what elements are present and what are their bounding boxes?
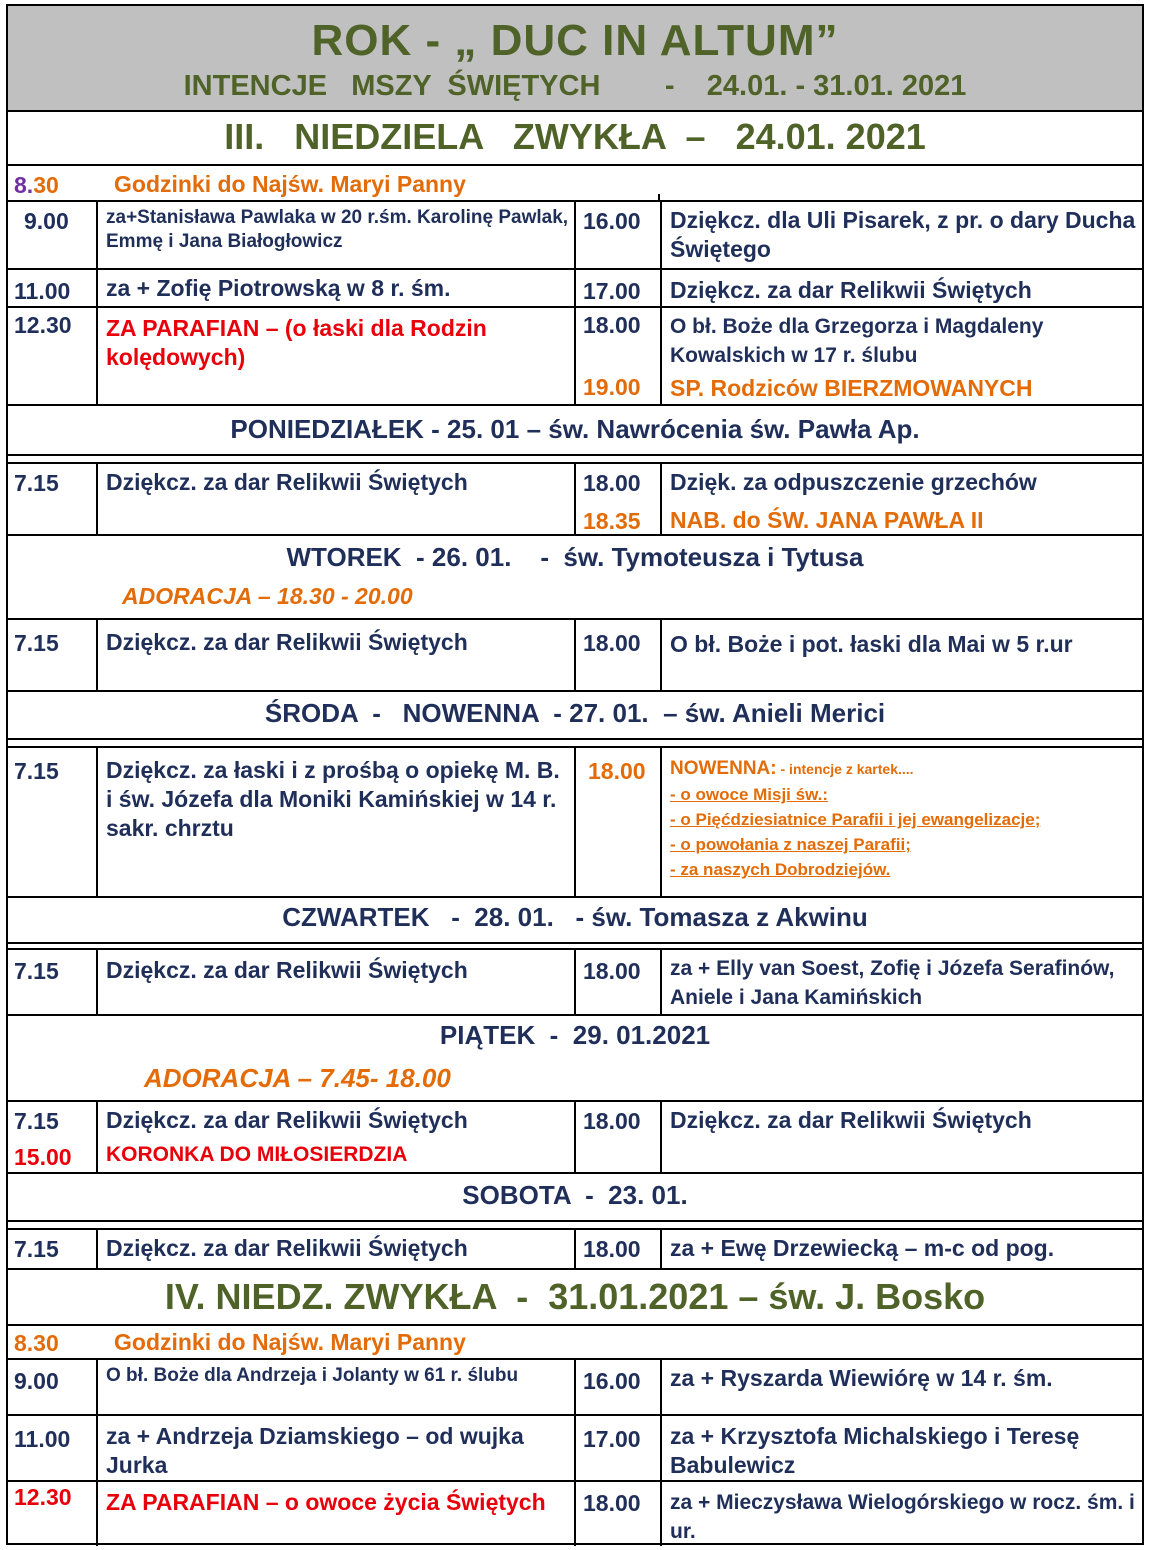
divider <box>8 110 1142 112</box>
page-title: ROK - „ DUC IN ALTUM” <box>311 16 839 65</box>
nowenna-item: - za naszych Dobrodziejów. <box>670 860 891 879</box>
mass-intention: za + Mieczysława Wielogórskiego w rocz. śm. i ur. <box>670 1491 1135 1543</box>
mass-time: 7.15 <box>14 1236 59 1262</box>
mass-time: 12.30 <box>14 1484 72 1510</box>
mass-intention: Dziękcz. za dar Relikwii Świętych <box>106 629 468 655</box>
mass-time: 17.00 <box>583 278 641 304</box>
mass-intention: Dziękcz. za dar Relikwii Świętych <box>106 1107 468 1133</box>
nowenna-item: - o owoce Misji św.: <box>670 785 829 804</box>
divider <box>8 738 1142 740</box>
divider <box>8 1014 1142 1016</box>
divider <box>8 1268 1142 1270</box>
mass-intention: Dzięk. za odpuszczenie grzechów <box>670 469 1037 495</box>
mass-time: 18.00 <box>588 758 646 784</box>
divider <box>8 1324 1142 1326</box>
divider <box>8 404 1142 406</box>
mass-time: 16.00 <box>583 1368 641 1394</box>
monday-title: PONIEDZIAŁEK - 25. 01 – św. Nawrócenia św. Pawła Ap. <box>230 414 920 444</box>
divider <box>8 1220 1142 1222</box>
mass-time: 18.35 <box>583 508 641 534</box>
mass-intention: Dziękcz. za dar Relikwii Świętych <box>670 277 1032 303</box>
mass-time: 12.30 <box>14 312 72 338</box>
mass-intention: O bł. Boże dla Grzegorza i Magdaleny Kowalskich w 17 r. ślubu <box>670 315 1044 367</box>
mass-intention: SP. Rodziców BIERZMOWANYCH <box>670 375 1033 401</box>
divider <box>8 942 1142 944</box>
nowenna-head: NOWENNA: <box>670 758 777 779</box>
mass-intention: za + Zofię Piotrowską w 8 r. śm. <box>106 275 451 301</box>
mass-intention: za + Andrzeja Dziamskiego – od wujka Jurka <box>106 1423 524 1478</box>
divider <box>8 534 1142 536</box>
mass-time: 11.00 <box>14 278 71 304</box>
mass-intention: NAB. do ŚW. JANA PAWŁA II <box>670 507 984 533</box>
saturday-title: SOBOTA - 23. 01. <box>462 1180 688 1210</box>
mass-time: 9.00 <box>14 1368 59 1394</box>
mass-time: 18.00 <box>583 312 641 338</box>
mass-time: 16.00 <box>583 208 641 234</box>
tuesday-title: WTOREK - 26. 01. - św. Tymoteusza i Tytusa <box>286 542 864 572</box>
mass-intention: Dziękcz. za łaski i z prośbą o opiekę M. B. i św. Józefa dla Moniki Kamińskiej w 14 r. sakr. chrztu <box>106 757 560 841</box>
nowenna-note: - intencje z kartek.... <box>776 761 914 777</box>
mass-intention: Dziękcz. za dar Relikwii Świętych <box>106 1235 468 1261</box>
mass-time: 11.00 <box>14 1426 71 1452</box>
mass-intention: O bł. Boże i pot. łaski dla Mai w 5 r.ur <box>670 631 1073 657</box>
mass-intention: za+Stanisława Pawlaka w 20 r.śm. Karolinę Pawlak, Emmę i Jana Białogłowicz <box>106 207 569 252</box>
divider <box>8 896 1142 898</box>
sunday2-godzinki-time: 8.30 <box>14 1330 59 1356</box>
divider <box>8 1172 1142 1174</box>
mass-time: 18.00 <box>583 470 641 496</box>
mass-intention: za + Elly van Soest, Zofię i Józefa Serafinów, Aniele i Jana Kamińskich <box>670 957 1115 1009</box>
mass-time: 18.00 <box>583 1490 641 1516</box>
mass-intention: za + Ryszarda Wiewiórę w 14 r. śm. <box>670 1365 1053 1391</box>
sunday1-godzinki-time: 8.30 <box>14 172 59 198</box>
mass-time: 19.00 <box>583 374 641 400</box>
mass-intention: Dziękcz. za dar Relikwii Świętych <box>106 469 468 495</box>
mass-time: 18.00 <box>583 1236 641 1262</box>
mass-intention: O bł. Boże dla Andrzeja i Jolanty w 61 r. ślubu <box>106 1365 519 1386</box>
divider <box>8 164 1142 166</box>
sunday1-title: III. NIEDZIELA ZWYKŁA – 24.01. 2021 <box>224 116 926 157</box>
mass-time: 18.00 <box>583 1108 641 1134</box>
mass-intention: Dziękcz. za dar Relikwii Świętych <box>106 957 468 983</box>
nowenna-block <box>670 756 1142 882</box>
divider <box>8 454 1142 456</box>
mass-time: 17.00 <box>583 1426 641 1452</box>
friday-title: PIĄTEK - 29. 01.2021 <box>439 1020 711 1050</box>
tuesday-adoracja: ADORACJA – 18.30 - 20.00 <box>122 583 413 609</box>
sunday2-title: IV. NIEDZ. ZWYKŁA - 31.01.2021 – św. J. Bosko <box>164 1276 986 1317</box>
nowenna-item: - o Pięćdziesiatnice Parafii i jej ewangelizacje; <box>670 810 1041 829</box>
mass-intention: KORONKA DO MIŁOSIERDZIA <box>106 1143 408 1166</box>
wednesday-title: ŚRODA - NOWENNA - 27. 01. – św. Anieli Merici <box>264 698 886 728</box>
thursday-title: CZWARTEK - 28. 01. - św. Tomasza z Akwinu <box>282 902 868 932</box>
mass-time: 7.15 <box>14 958 59 984</box>
mass-time: 18.00 <box>583 958 641 984</box>
intentions-sheet <box>6 4 1144 1545</box>
mass-time: 7.15 <box>14 1108 59 1134</box>
mass-intention: ZA PARAFIAN – (o łaski dla Rodzin kolędowych) <box>106 315 487 370</box>
mass-time: 7.15 <box>14 758 59 784</box>
mass-intention: za + Krzysztofa Michalskiego i Teresę Babulewicz <box>670 1423 1080 1478</box>
sunday2-godzinki: Godzinki do Najśw. Maryi Panny <box>114 1329 466 1355</box>
divider <box>8 690 1142 692</box>
mass-time: 7.15 <box>14 630 59 656</box>
mass-time: 7.15 <box>14 470 59 496</box>
mass-intention: Dziękcz. za dar Relikwii Świętych <box>670 1107 1032 1133</box>
mass-intention: ZA PARAFIAN – o owoce życia Świętych <box>106 1489 546 1515</box>
mass-intention: za + Ewę Drzewiecką – m-c od pog. <box>670 1235 1055 1261</box>
sunday1-godzinki: Godzinki do Najśw. Maryi Panny <box>114 171 466 197</box>
friday-adoracja: ADORACJA – 7.45- 18.00 <box>144 1063 451 1093</box>
mass-time: 9.00 <box>24 208 69 234</box>
mass-time: 18.00 <box>583 630 641 656</box>
page-subtitle: INTENCJE MSZY ŚWIĘTYCH - 24.01. - 31.01. 2021 <box>183 70 967 102</box>
nowenna-item: - o powołania z naszej Parafii; <box>670 835 911 854</box>
mass-time: 15.00 <box>14 1144 72 1170</box>
mass-intention: Dziękcz. dla Uli Pisarek, z pr. o dary Ducha Świętego <box>670 207 1136 262</box>
